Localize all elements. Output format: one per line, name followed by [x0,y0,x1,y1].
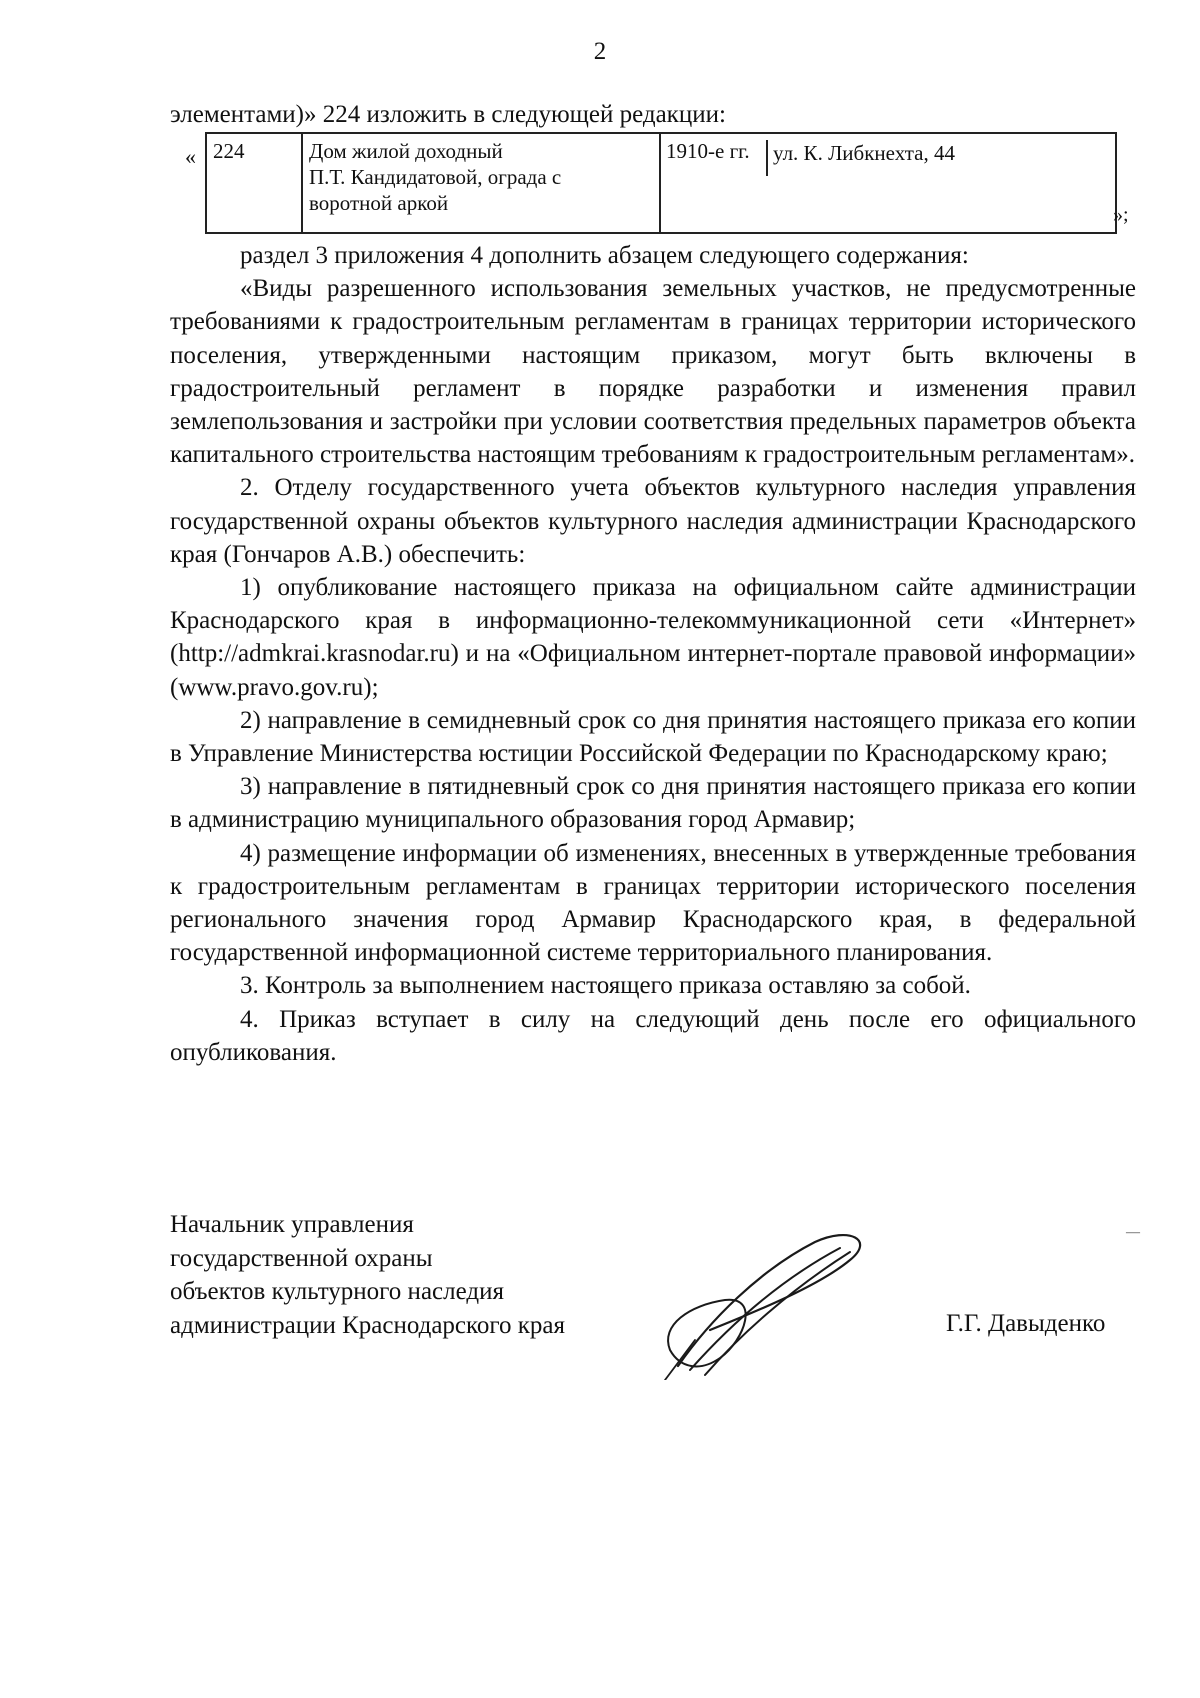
amendment-table [175,132,1135,240]
page-number: 2 [593,38,607,65]
paragraph: 2. Отделу государственного учета объектов культурного наследия управления государственной охраны объектов культурного наследия администрации Краснодарского края (Гончаров А.В.) обеспечить: [170,474,1136,568]
paragraph: 4) размещение информации об изменениях, внесенных в утвержденные требования к градостроительным регламентам в границах территории исторического поселения регионального значения город Армавир Краснодарского края, в федеральной государственной информационной системе территориального планирования. [170,839,1136,967]
paragraph: 3) направление в пятидневный срок со дня принятия настоящего приказа его копии в администрацию муниципального образования город Армавир; [170,773,1136,834]
signatory-title [170,1208,565,1342]
quote-open: « [185,144,196,169]
table-col-divider [766,140,768,176]
table-left-border [205,132,207,233]
table-cell-name-line: воротной аркой [309,191,449,215]
quote-close: »; [1113,204,1129,226]
table-cell-name-line: Дом жилой доходный [309,139,503,163]
table-bottom-border [205,232,1117,234]
signatory-name: Г.Г. Давыденко [946,1310,1106,1337]
table-col-divider [659,132,661,233]
signatory-title-line: администрации Краснодарского края [170,1311,566,1339]
table-cell-address: ул. К. Либкнехта, 44 [773,141,955,165]
paragraph: раздел 3 приложения 4 дополнить абзацем следующего содержания: [240,242,969,269]
paragraph: 2) направление в семидневный срок со дня принятия настоящего приказа его копии в Управление Министерства юстиции Российской Федерации по Краснодарскому краю; [170,706,1136,768]
signatory-title-line: государственной охраны [170,1244,433,1272]
intro-line: элементами)» 224 изложить в следующей редакции: [170,101,726,128]
table-cell-name [309,138,649,216]
document-body [170,239,1136,1069]
table-grid [205,132,1117,234]
table-cell-name-line: П.Т. Кандидатовой, ограда с [309,165,562,189]
paragraph: «Виды разрешенного использования земельных участков, не предусмотренные требованиями к градостроительным регламентам в границах территории исторического поселения, утвержденными настоящим приказом, могут быть включены в градостроительный регламент в порядке разработки и изменения правил землепользования и застройки при условии соответствия предельных параметров объекта капитального строительства настоящим требованиям к градостроительным регламентам». [170,275,1136,469]
margin-mark: — [1126,1225,1140,1240]
table-top-border [205,132,1117,134]
table-col-divider [301,132,303,233]
table-cell-number: 224 [213,139,245,163]
signatory-title-line: Начальник управления [170,1211,414,1238]
paragraph: 4. Приказ вступает в силу на следующий день после его официального опубликования. [170,1005,1136,1066]
paragraph: 3. Контроль за выполнением настоящего приказа оставляю за собой. [240,972,971,1000]
table-cell-date: 1910-е гг. [666,139,750,163]
paragraph: 1) опубликование настоящего приказа на официальном сайте администрации Краснодарского края в информационно-телекоммуникационной сети «Интернет» (http://admkrai.krasnodar.ru) и на «Официальном интернет-портале правовой информации» (www.pravo.gov.ru); [170,574,1136,701]
signatory-title-line: объектов культурного наследия [170,1278,504,1305]
handwritten-signature [650,1230,890,1380]
